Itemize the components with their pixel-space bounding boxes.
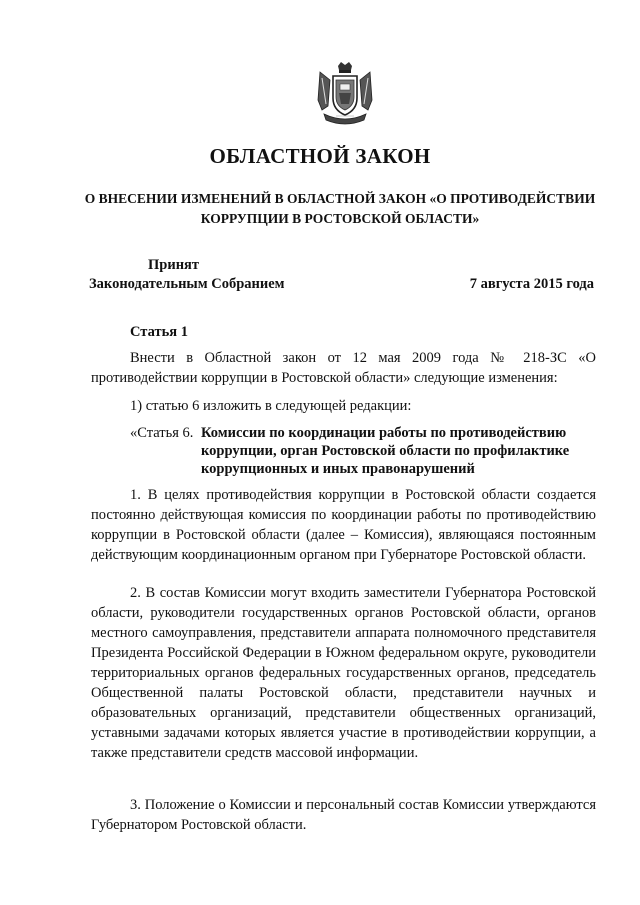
article-6-title: Комиссии по координации работы по противодействию коррупции, орган Ростовской области по профилактике коррупционных и иных правонарушений [201, 425, 570, 477]
document-title: ОБЛАСТНОЙ ЗАКОН [209, 144, 431, 168]
point-2 [91, 583, 596, 763]
point-2-text: 2. В состав Комиссии могут входить заместители Губернатора Ростовской области, руководители государственных органов Ростовской области, органов местного самоуправления, представители аппарата полномочного представителя Президента Российской Федерации в Южном федеральном округе, руководители территориальных органов федеральных государственных органов, председатель Общественной палаты Ростовской области, представители научных и образовательных организаций, представители общественных организаций, уставными задачами которых является участие в противодействии коррупции, а также представители средств массовой информации. [91, 585, 596, 761]
paragraph-item-1 [91, 396, 596, 416]
point-1 [91, 485, 596, 565]
adopted-by: Законодательным Собранием [89, 276, 285, 292]
point-3 [91, 795, 596, 835]
paragraph-intro [91, 348, 596, 388]
adopted-date: 7 августа 2015 года [469, 276, 594, 292]
coat-of-arms-icon [314, 60, 376, 128]
point-1-text: 1. В целях противодействия коррупции в Ростовской области создается постоянно действующая комиссия по координации работы по противодействию коррупции в Ростовской области (далее – Комиссия), являющаяся постоянным действующим координационным органом при Губернаторе Ростовской области. [91, 487, 596, 563]
adopted-label: Принят [148, 257, 200, 273]
document-subtitle: О ВНЕСЕНИИ ИЗМЕНЕНИЙ В ОБЛАСТНОЙ ЗАКОН «О ПРОТИВОДЕЙСТВИИ КОРРУПЦИИ В РОСТОВСКОЙ ОБЛАСТИ» [84, 191, 596, 226]
article-6-prefix: «Статья 6. [130, 425, 194, 441]
paragraph-intro-text: Внести в Областной закон от 12 мая 2009 года № 218-ЗС «О противодействии коррупции в Ростовской области» следующие изменения: [91, 350, 596, 386]
paragraph-item-1-text: 1) статью 6 изложить в следующей редакции: [130, 398, 412, 414]
article-heading: Статья 1 [130, 324, 188, 340]
point-3-text: 3. Положение о Комиссии и персональный состав Комиссии утверждаются Губернатором Ростовской области. [91, 797, 596, 833]
